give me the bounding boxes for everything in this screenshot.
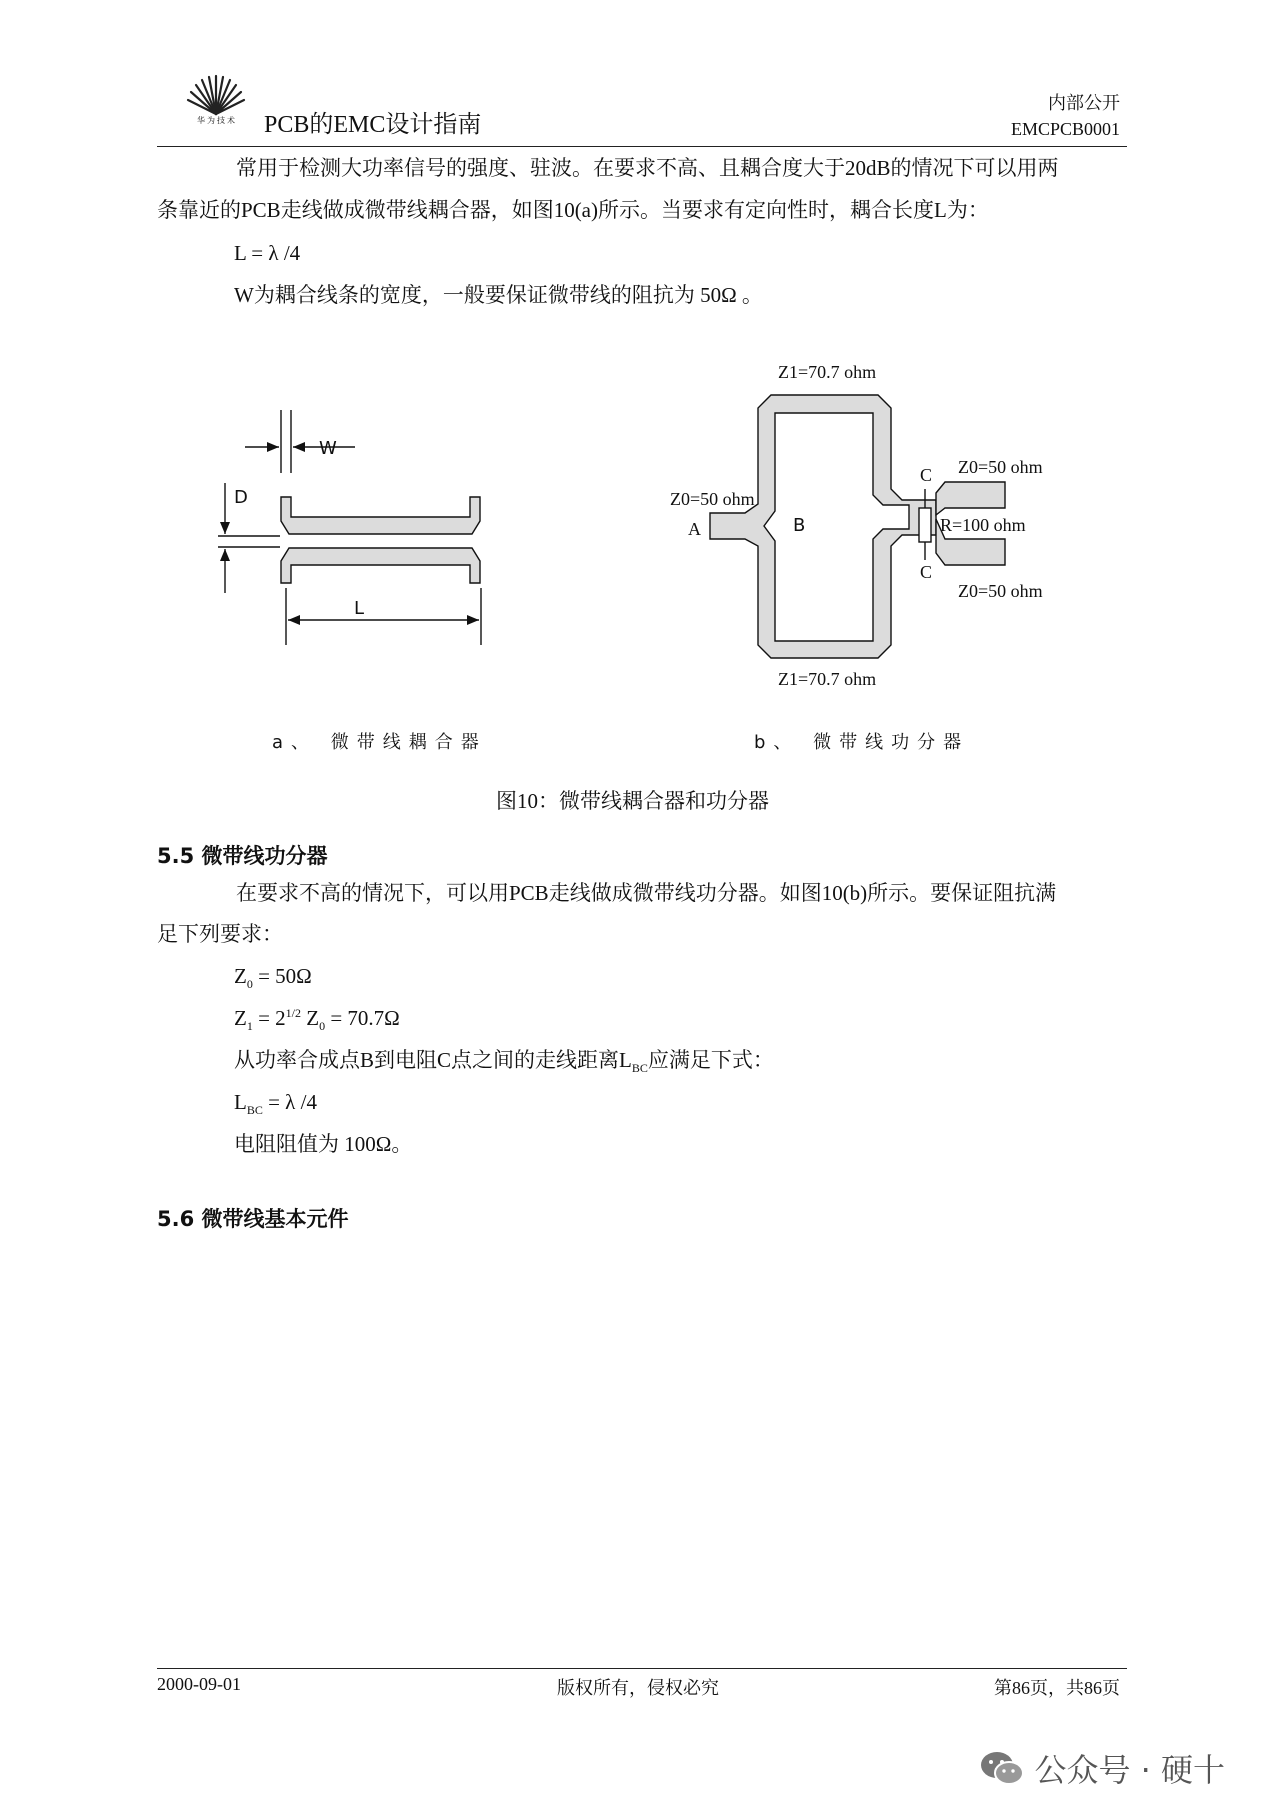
equation-coupling-length: L = λ /4: [234, 241, 301, 265]
document-code: EMCPCB0001: [1010, 119, 1120, 139]
footer-copyright: 版权所有，侵权必究: [557, 1678, 719, 1698]
arrowhead: [288, 615, 300, 625]
document-title: PCB的EMC设计指南: [264, 112, 482, 138]
label-node-c-top: C: [920, 465, 933, 485]
label-z0-input: Z0=50 ohm: [670, 489, 755, 509]
section-heading-5-5: 5.5 微带线功分器: [157, 844, 328, 868]
section-heading-5-6: 5.6 微带线基本元件: [157, 1207, 349, 1231]
label-resistor: R=100 ohm: [940, 515, 1026, 535]
label-w: W: [319, 438, 337, 459]
watermark: [978, 1745, 1225, 1791]
label-l: L: [354, 598, 365, 619]
equation-lbc: $L_{BC} = \lambda$ /4: [234, 1090, 317, 1118]
caption-coupler: a、 微带线耦合器: [272, 732, 487, 753]
label-node-c-bottom: C: [920, 562, 933, 582]
divider-ring-trace: [710, 395, 936, 658]
arrowhead: [220, 522, 230, 534]
arrowhead: [293, 442, 305, 452]
output-port-top: [936, 482, 1005, 515]
paragraph-resistor-value: 电阻阻值为 100Ω。: [234, 1132, 413, 1156]
label-d: D: [234, 487, 248, 508]
label-z1-bottom: Z1=70.7 ohm: [778, 669, 877, 689]
footer-page-number: 第86页，共86页: [994, 1678, 1120, 1698]
paragraph-width-note: W为耦合线条的宽度，一般要保证微带线的阻抗为 50Ω 。: [234, 283, 763, 307]
wechat-icon: [978, 1748, 1026, 1788]
paragraph-line: 常用于检测大功率信号的强度、驻波。在要求不高、且耦合度大于20dB的情况下可以用两: [236, 156, 1059, 180]
paragraph-line: 在要求不高的情况下，可以用PCB走线做成微带线功分器。如图10(b)所示。要保证阻抗满: [236, 881, 1057, 905]
label-node-a: A: [688, 519, 701, 539]
classification-label: 内部公开: [1048, 93, 1120, 113]
footer-date: 2000-09-01: [157, 1674, 241, 1694]
equation-z0: $Z_0 = 50\Omega$: [234, 964, 312, 992]
label-z0-output-bottom: Z0=50 ohm: [958, 581, 1043, 601]
coupler-diagram: [190, 405, 510, 645]
header-divider: [157, 146, 1127, 147]
label-z1-top: Z1=70.7 ohm: [778, 362, 877, 382]
paragraph-line: 足下列要求：: [157, 922, 283, 946]
label-node-b: B: [793, 515, 806, 536]
equation-z1: $Z_1 = 2^{1/2}$ $Z_0 = 70.7\Omega$: [234, 1006, 400, 1034]
label-z0-output-top: Z0=50 ohm: [958, 457, 1043, 477]
footer-divider: [157, 1668, 1127, 1669]
power-divider-diagram: [660, 355, 1080, 700]
figure-caption: 图10：微带线耦合器和功分器: [496, 789, 769, 813]
arrowhead: [220, 549, 230, 561]
watermark-text: 公众号 · 硬十: [1034, 1751, 1225, 1789]
caption-divider: b、 微带线功分器: [754, 732, 970, 753]
header-meta: [1011, 90, 1120, 142]
paragraph-lbc-distance: 从功率合成点B到电阻C点之间的走线距离$L_{BC}$应满足下式：: [234, 1048, 774, 1076]
arrowhead: [267, 442, 279, 452]
paragraph-line: 条靠近的PCB走线做成微带线耦合器，如图10(a)所示。当要求有定向性时，耦合长度L为：: [157, 198, 989, 222]
resistor-symbol: [919, 508, 931, 542]
coupled-line-upper: [281, 497, 480, 534]
logo-text: 华为技术: [197, 116, 237, 125]
arrowhead: [467, 615, 479, 625]
coupled-line-lower: [281, 548, 480, 583]
